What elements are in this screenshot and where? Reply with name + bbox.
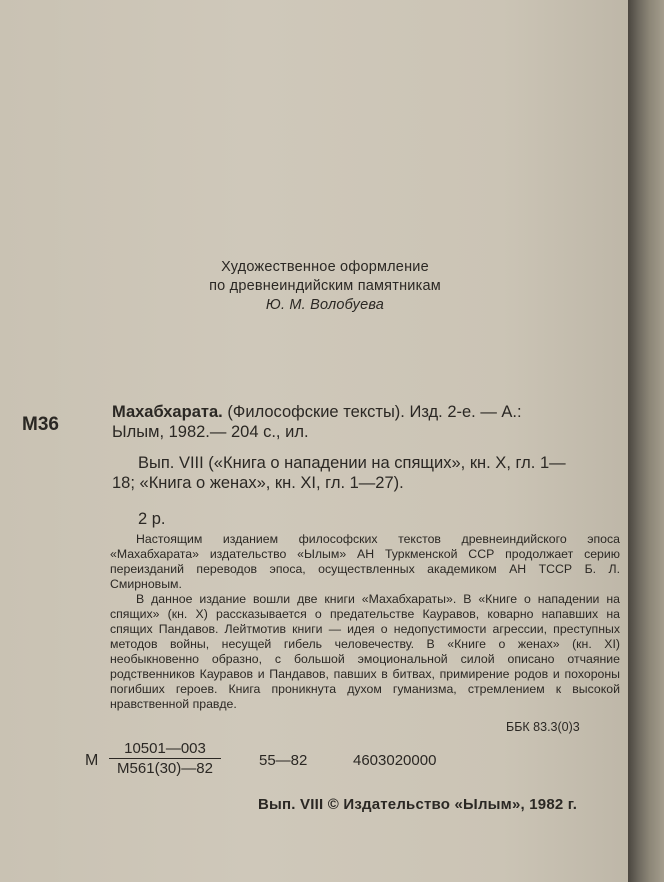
bbk-index: ББК 83.3(0)3 (506, 720, 580, 734)
imprint-letter: М (85, 752, 99, 769)
price: 2 р. (138, 510, 166, 528)
art-credit-name: Ю. М. Волобуева (265, 297, 385, 313)
imprint-codes (85, 740, 605, 780)
biblio-line-2: Ылым, 1982.— 204 с., ил. (112, 423, 309, 441)
imprint-numerator: 10501—003 (109, 740, 221, 759)
annotation-paragraph-1: Настоящим изданием философских текстов древнеиндийского эпоса «Махабхарата» издательство «Ылым» АН Туркменской ССР продолжает серию переизданий переводов эпоса, осуществленных академиком АН ТССР Б. Л. Смирновым. (110, 532, 620, 591)
imprint-code-3: 4603020000 (353, 752, 437, 769)
page-edge-background (628, 0, 664, 882)
imprint-code-2: 55—82 (259, 752, 308, 769)
biblio-title-line (112, 402, 622, 422)
catalog-code: М36 (22, 414, 59, 435)
biblio-series-line-1: Вып. VIII («Книга о нападении на спящих», кн. X, гл. 1— (138, 454, 566, 472)
art-credit-line-1: Художественное оформление (221, 259, 429, 275)
bibliographic-record (112, 402, 622, 529)
imprint-fraction (109, 740, 221, 777)
annotation-paragraph-2: В данное издание вошли две книги «Махабхараты». В «Книге о нападении на спящих» (кн. X) рассказывается о предательстве Кауравов, коварно напавших на спящих Пандавов. Лейтмотив книги — идея о недопустимости агрессии, преступных методов войны, несущей гибель человечеству. В «Книге о женах» (кн. XI) необыкновенно образно, с большой эмоциональной силой описано отчаяние родственников Кауравов и Пандавов, павших в битвах, примирение родов и похороны погибших героев. Книга проникнута духом гуманизма, стремлением к высокой нравственной правде. (110, 592, 620, 711)
book-title: Махабхарата. (112, 403, 223, 421)
art-design-credit (195, 258, 455, 315)
imprint-denominator: М561(30)—82 (117, 760, 213, 777)
copyright-line: Вып. VIII © Издательство «Ылым», 1982 г. (258, 796, 578, 813)
annotation (110, 532, 620, 712)
book-title-rest: (Философские тексты). Изд. 2-е. — А.: (227, 403, 522, 421)
art-credit-line-2: по древнеиндийским памятникам (209, 278, 441, 294)
biblio-series-line-2: 18; «Книга о женах», кн. XI, гл. 1—27). (112, 474, 404, 492)
